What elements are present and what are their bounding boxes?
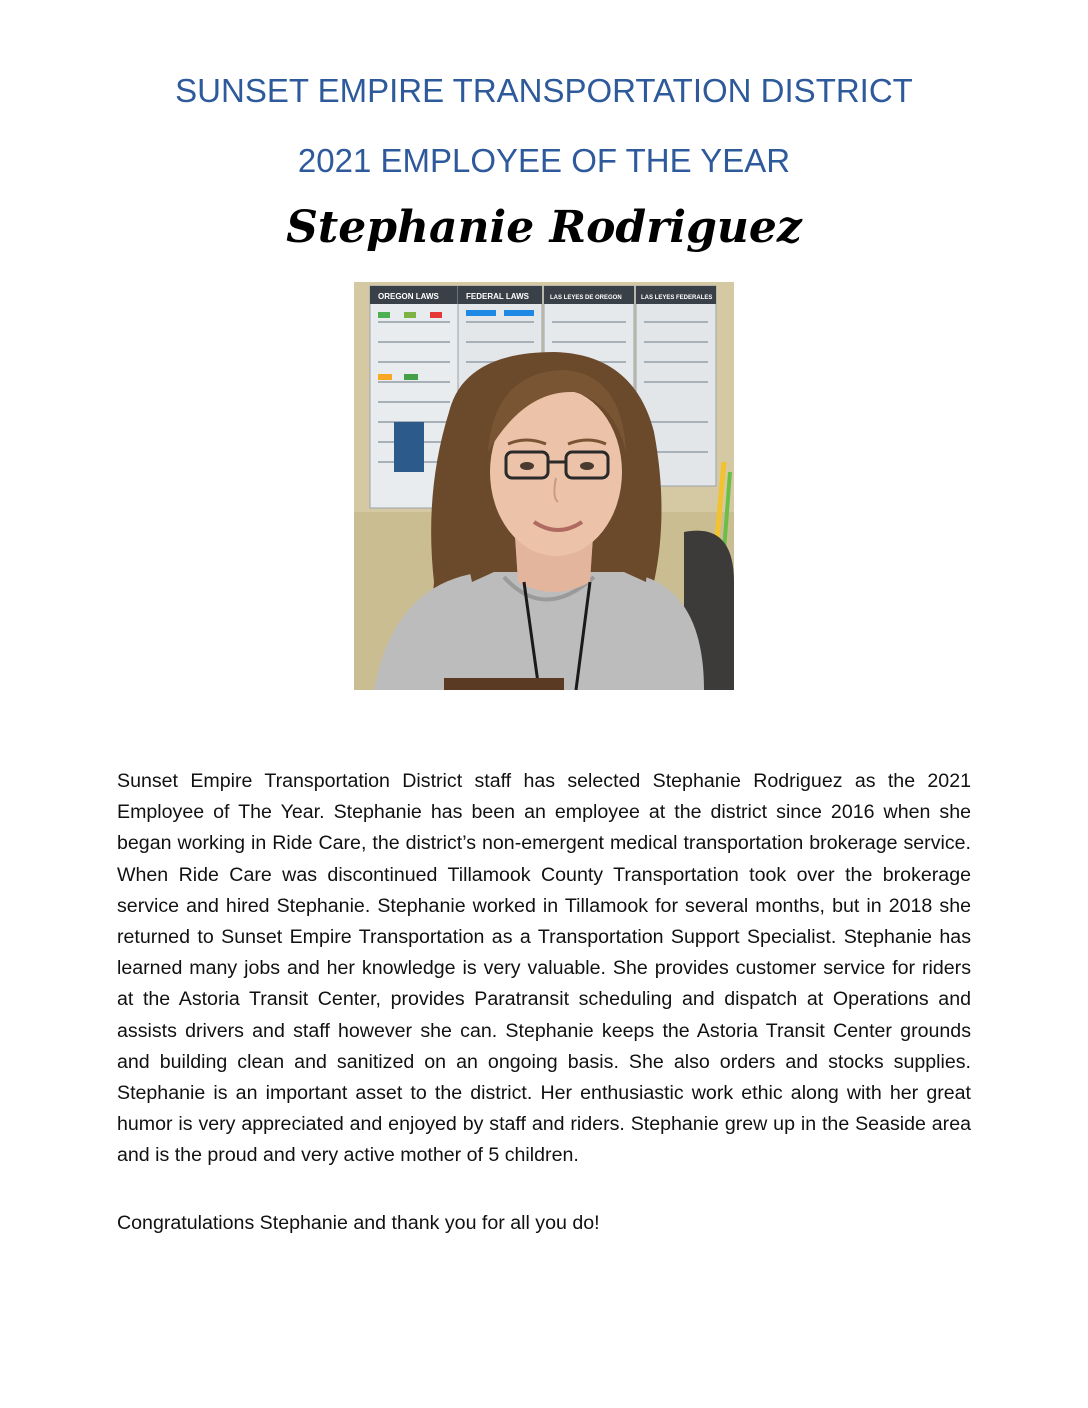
poster-label-4: LAS LEYES FEDERALES — [641, 295, 713, 301]
body-paragraph: Sunset Empire Transportation District staff has selected Stephanie Rodriguez as the 2021 Employee of The Year. Stephanie has been an employee at the district since 2016 when she began working in Ride Care, the district’s non-emergent medical transportation brokerage service. When Ride Care was discontinued Tillamook County Transportation took over the brokerage service and hired Stephanie. Stephanie worked in Tillamook for several months, but in 2018 she returned to Sunset Empire Transportation as a Transportation Support Specialist. Stephanie has learned many jobs and her knowledge is very valuable. She provides customer service for riders at the Astoria Transit Center, provides Paratransit scheduling and dispatch at Operations and assists drivers and staff however she can. Stephanie keeps the Astoria Transit Center grounds and building clean and sanitized on an ongoing basis. She also orders and stocks supplies. Stephanie is an important asset to the district. Her enthusiastic work ethic along with her great humor is very appreciated and enjoyed by staff and riders. Stephanie grew up in the Seaside area and is the proud and very active mother of 5 children. — [117, 770, 971, 1167]
poster-label-1: OREGON LAWS — [378, 292, 439, 301]
employee-photo — [354, 282, 734, 690]
closing-line: Congratulations Stephanie and thank you for all you do! — [117, 1212, 600, 1234]
award-title: 2021 EMPLOYEE OF THE YEAR — [297, 142, 791, 179]
employee-name: Stephanie Rodriguez — [286, 202, 802, 253]
poster-label-2: FEDERAL LAWS — [466, 292, 529, 301]
district-title: SUNSET EMPIRE TRANSPORTATION DISTRICT — [175, 72, 913, 109]
poster-label-3: LAS LEYES DE OREGON — [550, 295, 622, 301]
